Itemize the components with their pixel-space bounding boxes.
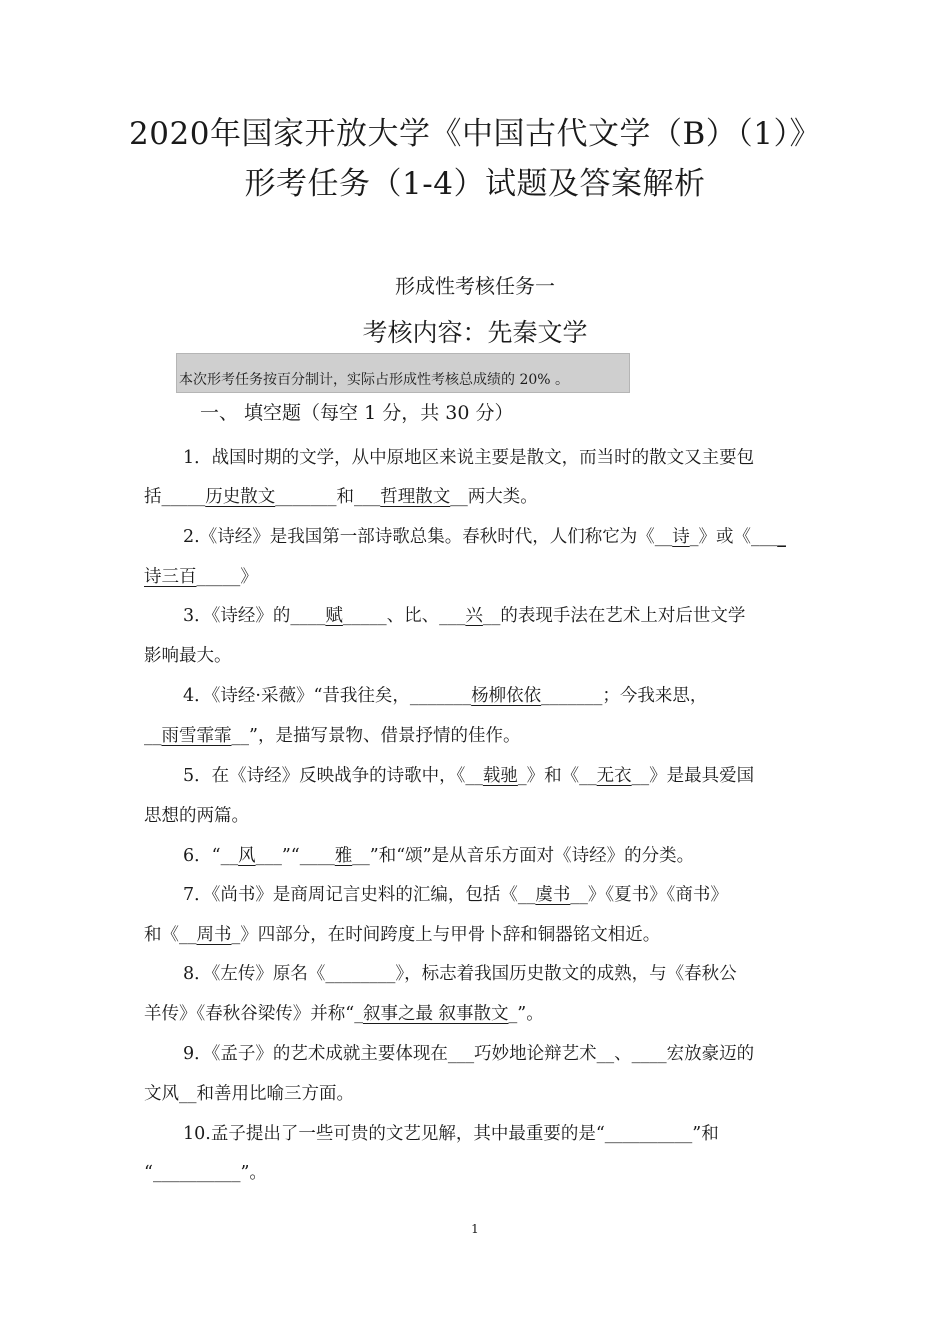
answer-text: 叙事之最 叙事散文: [362, 1004, 509, 1024]
question-8-line-2: [144, 1003, 544, 1025]
question-text: ___”“____: [255, 846, 335, 866]
question-7-line-2: [144, 924, 660, 946]
question-9-line-1: [183, 1043, 754, 1065]
question-text: 5．在《诗经》反映战争的诗歌中，《__: [183, 766, 483, 786]
section-heading: 一、 填空题（每空 1 分，共 30 分）: [200, 402, 514, 424]
answer-text: 赋: [325, 606, 343, 626]
question-text: __两大类。: [450, 487, 538, 507]
notice-box: 本次形考任务按百分制计，实际占形成性考核总成绩的 20% 。: [176, 353, 630, 393]
question-text: _》和《__: [517, 766, 597, 786]
question-4-line-2: [144, 725, 520, 747]
question-5-line-2: [144, 805, 249, 827]
question-text: _______；今我来思，: [541, 686, 708, 706]
question-3-line-2: [144, 645, 232, 667]
question-4-line-1: [183, 685, 707, 707]
answer-text: 雅: [334, 846, 353, 866]
question-8-line-1: [183, 963, 737, 985]
question-text: 1．战国时期的文学，从中原地区来说主要是散文，而当时的散文又主要包: [183, 448, 755, 468]
answer-text: 诗三百: [144, 567, 197, 587]
answer-text: _: [777, 527, 786, 547]
question-2-line-1: [183, 526, 786, 548]
question-10-line-1: [183, 1123, 719, 1145]
question-text: _》四部分，在时间跨度上与甲骨卜辞和铜器铭文相近。: [231, 925, 661, 945]
answer-text: 雨雪霏霏: [161, 726, 232, 746]
question-7-line-1: [183, 884, 728, 906]
question-text: 影响最大。: [144, 646, 232, 666]
title-line-2: 形考任务（1-4）试题及答案解析: [244, 166, 706, 202]
question-1-line-2: [144, 486, 538, 508]
question-text: _____、比、___: [342, 606, 466, 626]
question-text: __”，是描写景物、借景抒情的佳作。: [231, 726, 521, 746]
task-subtitle: 形成性考核任务一: [395, 274, 555, 298]
question-1-line-1: [183, 447, 754, 469]
answer-text: 载驰: [482, 766, 518, 786]
question-text: _____》: [196, 567, 258, 587]
question-text: 10.孟子提出了一些可贵的文艺见解，其中最重要的是“__________”和: [183, 1124, 719, 1144]
question-text: 括_____: [144, 487, 206, 507]
question-text: 和《__: [144, 925, 197, 945]
answer-text: 历史散文: [205, 487, 276, 507]
answer-text: 周书: [196, 925, 232, 945]
question-text: _》或《___: [689, 527, 778, 547]
question-text: 6．“__: [183, 846, 239, 866]
answer-text: 虞书: [535, 885, 571, 905]
title-line-1: 2020年国家开放大学《中国古代文学（B）（1）》: [129, 116, 821, 152]
answer-text: 哲理散文: [380, 487, 451, 507]
question-text: __》《夏书》《商书》: [570, 885, 728, 905]
question-text: 9．《孟子》的艺术成就主要体现在___巧妙地论辩艺术__、____宏放豪迈的: [183, 1044, 755, 1064]
answer-text: 无衣: [596, 766, 632, 786]
question-text: 8．《左传》原名《________》，标志着我国历史散文的成熟，与《春秋公: [183, 964, 737, 984]
answer-text: 风: [238, 846, 256, 866]
question-text: __”和“颂”是从音乐方面对《诗经》的分类。: [352, 846, 695, 866]
answer-text: 兴: [465, 606, 483, 626]
question-text: 思想的两篇。: [144, 806, 249, 826]
content-heading: 考核内容：先秦文学: [362, 318, 588, 347]
question-text: _”。: [508, 1004, 544, 1024]
page-number: 1: [471, 1222, 479, 1236]
question-text: 4．《诗经·采薇》“昔我往矣，_______: [183, 686, 472, 706]
question-text: “__________”。: [144, 1163, 267, 1183]
question-5-line-1: [183, 765, 754, 787]
question-text: _______和___: [275, 487, 381, 507]
answer-text: 杨柳依依: [471, 686, 542, 706]
question-3-line-1: [183, 605, 745, 627]
question-text: __》是最具爱国: [631, 766, 755, 786]
question-text: 7．《尚书》是商周记言史料的汇编，包括《__: [183, 885, 536, 905]
question-text: 羊传》《春秋谷梁传》并称“_: [144, 1004, 363, 1024]
question-text: 2.《诗经》是我国第一部诗歌总集。春秋时代，人们称它为《__: [183, 527, 673, 547]
question-10-line-2: [144, 1162, 267, 1184]
question-2-line-2: [144, 566, 258, 588]
question-9-line-2: [144, 1083, 354, 1105]
question-6-line-1: [183, 845, 694, 867]
answer-text: 诗: [672, 527, 690, 547]
question-text: 文风__和善用比喻三方面。: [144, 1084, 354, 1104]
question-text: 3．《诗经》的____: [183, 606, 326, 626]
question-text: __的表现手法在艺术上对后世文学: [482, 606, 746, 626]
question-text: __: [144, 726, 162, 746]
